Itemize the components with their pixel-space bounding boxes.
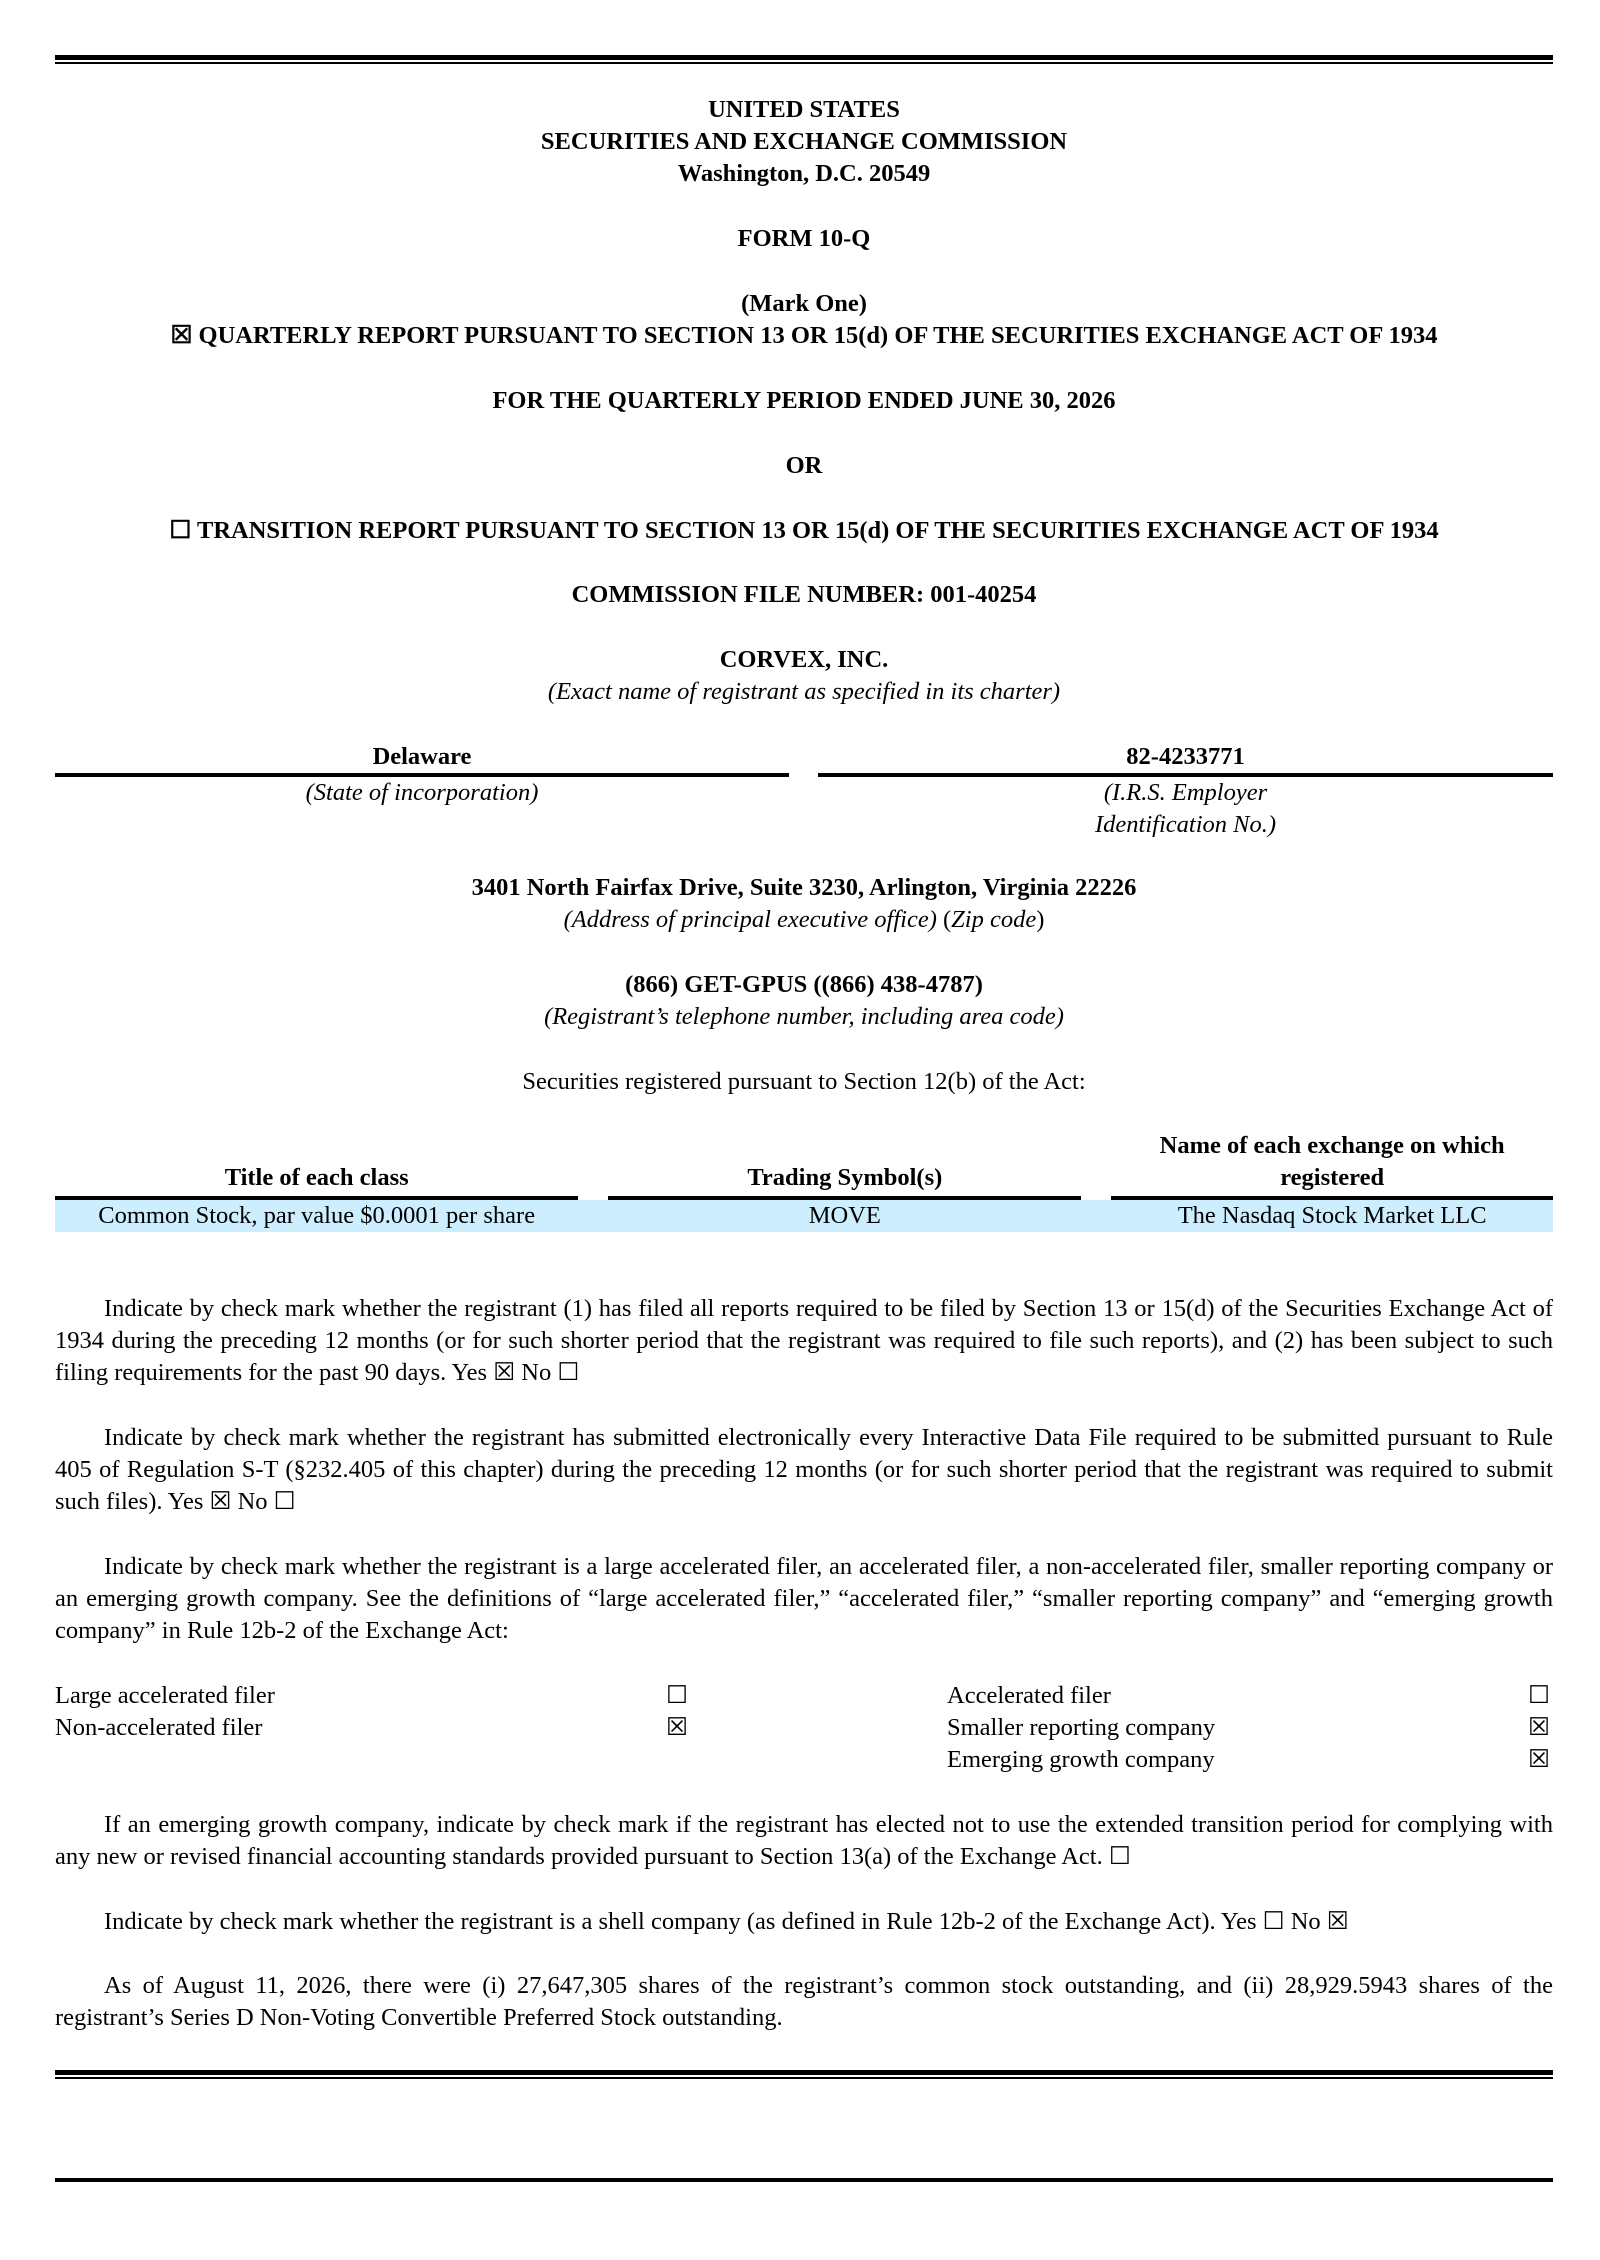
- filer-row-1: [55, 1680, 1553, 1712]
- smaller-reporting-company-label: Smaller reporting company: [947, 1714, 1216, 1741]
- cell-title-of-class: Common Stock, par value $0.0001 per share: [55, 1200, 578, 1232]
- filer-definition-paragraph: Indicate by check mark whether the registrant is a large accelerated filer, an accelerated filer, a non-accelerated filer, smaller reporting company or an emerging growth company. See the definitions of “large accelerated filer,” “accelerated filer,” “smaller reporting company” and “emerging growth company” in Rule 12b-2 of the Exchange Act:: [55, 1553, 1553, 1644]
- ein-caption-line1: (I.R.S. Employer: [1103, 779, 1268, 806]
- ein-caption-line2: Identification No.): [1095, 811, 1276, 838]
- non-accelerated-filer-label: Non-accelerated filer: [55, 1714, 263, 1741]
- col-title-of-class: Title of each class: [55, 1130, 578, 1200]
- country-heading: UNITED STATES: [708, 96, 900, 123]
- smaller-reporting-company-checkbox[interactable]: ☒: [1528, 1714, 1550, 1741]
- cell-trading-symbol: MOVE: [608, 1200, 1081, 1232]
- address-caption-open: (: [943, 906, 952, 933]
- filer-row-3: [55, 1744, 1553, 1776]
- table-row: [55, 1200, 1553, 1232]
- page-footer-rule: [55, 2178, 1553, 2182]
- periodic-reports-paragraph: Indicate by check mark whether the registrant (1) has filed all reports required to be filed by Section 13 or 15(d) of the Securities Exchange Act of 1934 during the preceding 12 months (or for such shorter period that the registrant was required to file such reports), and (2) has been subject to such filing requirements for the past 90 days. Yes ☒ No ☐: [55, 1295, 1553, 1386]
- state-column: [55, 741, 789, 809]
- commission-file-number: COMMISSION FILE NUMBER: 001-40254: [571, 581, 1037, 608]
- address-line: 3401 North Fairfax Drive, Suite 3230, Arlington, Virginia 22226: [471, 874, 1137, 901]
- period-line: FOR THE QUARTERLY PERIOD ENDED JUNE 30, 2026: [492, 387, 1116, 414]
- address-caption: [55, 904, 1553, 936]
- accelerated-filer-checkbox[interactable]: ☐: [1528, 1682, 1550, 1709]
- shares-outstanding-paragraph: As of August 11, 2026, there were (i) 27,647,305 shares of the registrant’s common stock outstanding, and (ii) 28,929.5943 shares of the registrant’s Series D Non-Voting Convertible Preferred Stock outstanding.: [55, 1972, 1553, 2031]
- large-accelerated-filer-label: Large accelerated filer: [55, 1682, 275, 1709]
- filer-status-grid: [55, 1680, 1553, 1776]
- emerging-growth-company-checkbox[interactable]: ☒: [1528, 1746, 1550, 1773]
- col-trading-symbol: Trading Symbol(s): [608, 1130, 1081, 1200]
- ein-number: 82-4233771: [818, 741, 1553, 777]
- quarterly-report-line: ☒ QUARTERLY REPORT PURSUANT TO SECTION 13 OR 15(d) OF THE SECURITIES EXCHANGE ACT OF 1934: [170, 322, 1438, 349]
- cell-exchange-name: The Nasdaq Stock Market LLC: [1111, 1200, 1553, 1232]
- shell-company-paragraph: Indicate by check mark whether the registrant is a shell company (as defined in Rule 12b-2 of the Exchange Act). Yes ☐ No ☒: [104, 1908, 1349, 1935]
- interactive-data-paragraph: Indicate by check mark whether the registrant has submitted electronically every Interactive Data File required to be submitted pursuant to Rule 405 of Regulation S-T (§232.405 of this chapter) during the preceding 12 months (or for such shorter period that the registrant was required to submit such files). Yes ☒ No ☐: [55, 1424, 1553, 1515]
- mark-one: (Mark One): [741, 290, 867, 317]
- state-of-incorporation: Delaware: [55, 741, 789, 777]
- transition-report-line: ☐ TRANSITION REPORT PURSUANT TO SECTION 13 OR 15(d) OF THE SECURITIES EXCHANGE ACT OF 1934: [169, 517, 1439, 544]
- top-double-rule: [55, 55, 1553, 64]
- non-accelerated-filer-checkbox[interactable]: ☒: [666, 1714, 688, 1741]
- col-exchange-name: Name of each exchange on which registered: [1111, 1130, 1553, 1200]
- securities-intro: Securities registered pursuant to Section 12(b) of the Act:: [522, 1068, 1086, 1095]
- address-caption-office: (Address of principal executive office): [563, 906, 937, 933]
- state-caption: (State of incorporation): [305, 779, 539, 806]
- bottom-double-rule: [55, 2070, 1553, 2079]
- form-title: FORM 10-Q: [737, 225, 871, 252]
- address-caption-zip: Zip code: [951, 906, 1037, 933]
- securities-table-header: [55, 1130, 1553, 1200]
- accelerated-filer-label: Accelerated filer: [947, 1682, 1111, 1709]
- large-accelerated-filer-checkbox[interactable]: ☐: [666, 1682, 688, 1709]
- agency-location: Washington, D.C. 20549: [677, 160, 931, 187]
- securities-table: [55, 1130, 1553, 1232]
- ein-column: [818, 741, 1553, 841]
- phone-caption: (Registrant’s telephone number, including area code): [544, 1003, 1064, 1030]
- registrant-name: CORVEX, INC.: [719, 646, 889, 673]
- filer-row-2: [55, 1712, 1553, 1744]
- transition-period-paragraph: If an emerging growth company, indicate by check mark if the registrant has elected not to use the extended transition period for complying with any new or revised financial accounting standards provided pursuant to Section 13(a) of the Exchange Act. ☐: [55, 1811, 1553, 1870]
- or-separator: OR: [785, 452, 823, 479]
- phone-line: (866) GET-GPUS ((866) 438-4787): [625, 971, 983, 998]
- emerging-growth-company-label: Emerging growth company: [947, 1746, 1215, 1773]
- agency-heading: SECURITIES AND EXCHANGE COMMISSION: [540, 128, 1068, 155]
- registrant-caption: (Exact name of registrant as specified in its charter): [547, 678, 1061, 705]
- address-caption-close: ): [1036, 906, 1045, 933]
